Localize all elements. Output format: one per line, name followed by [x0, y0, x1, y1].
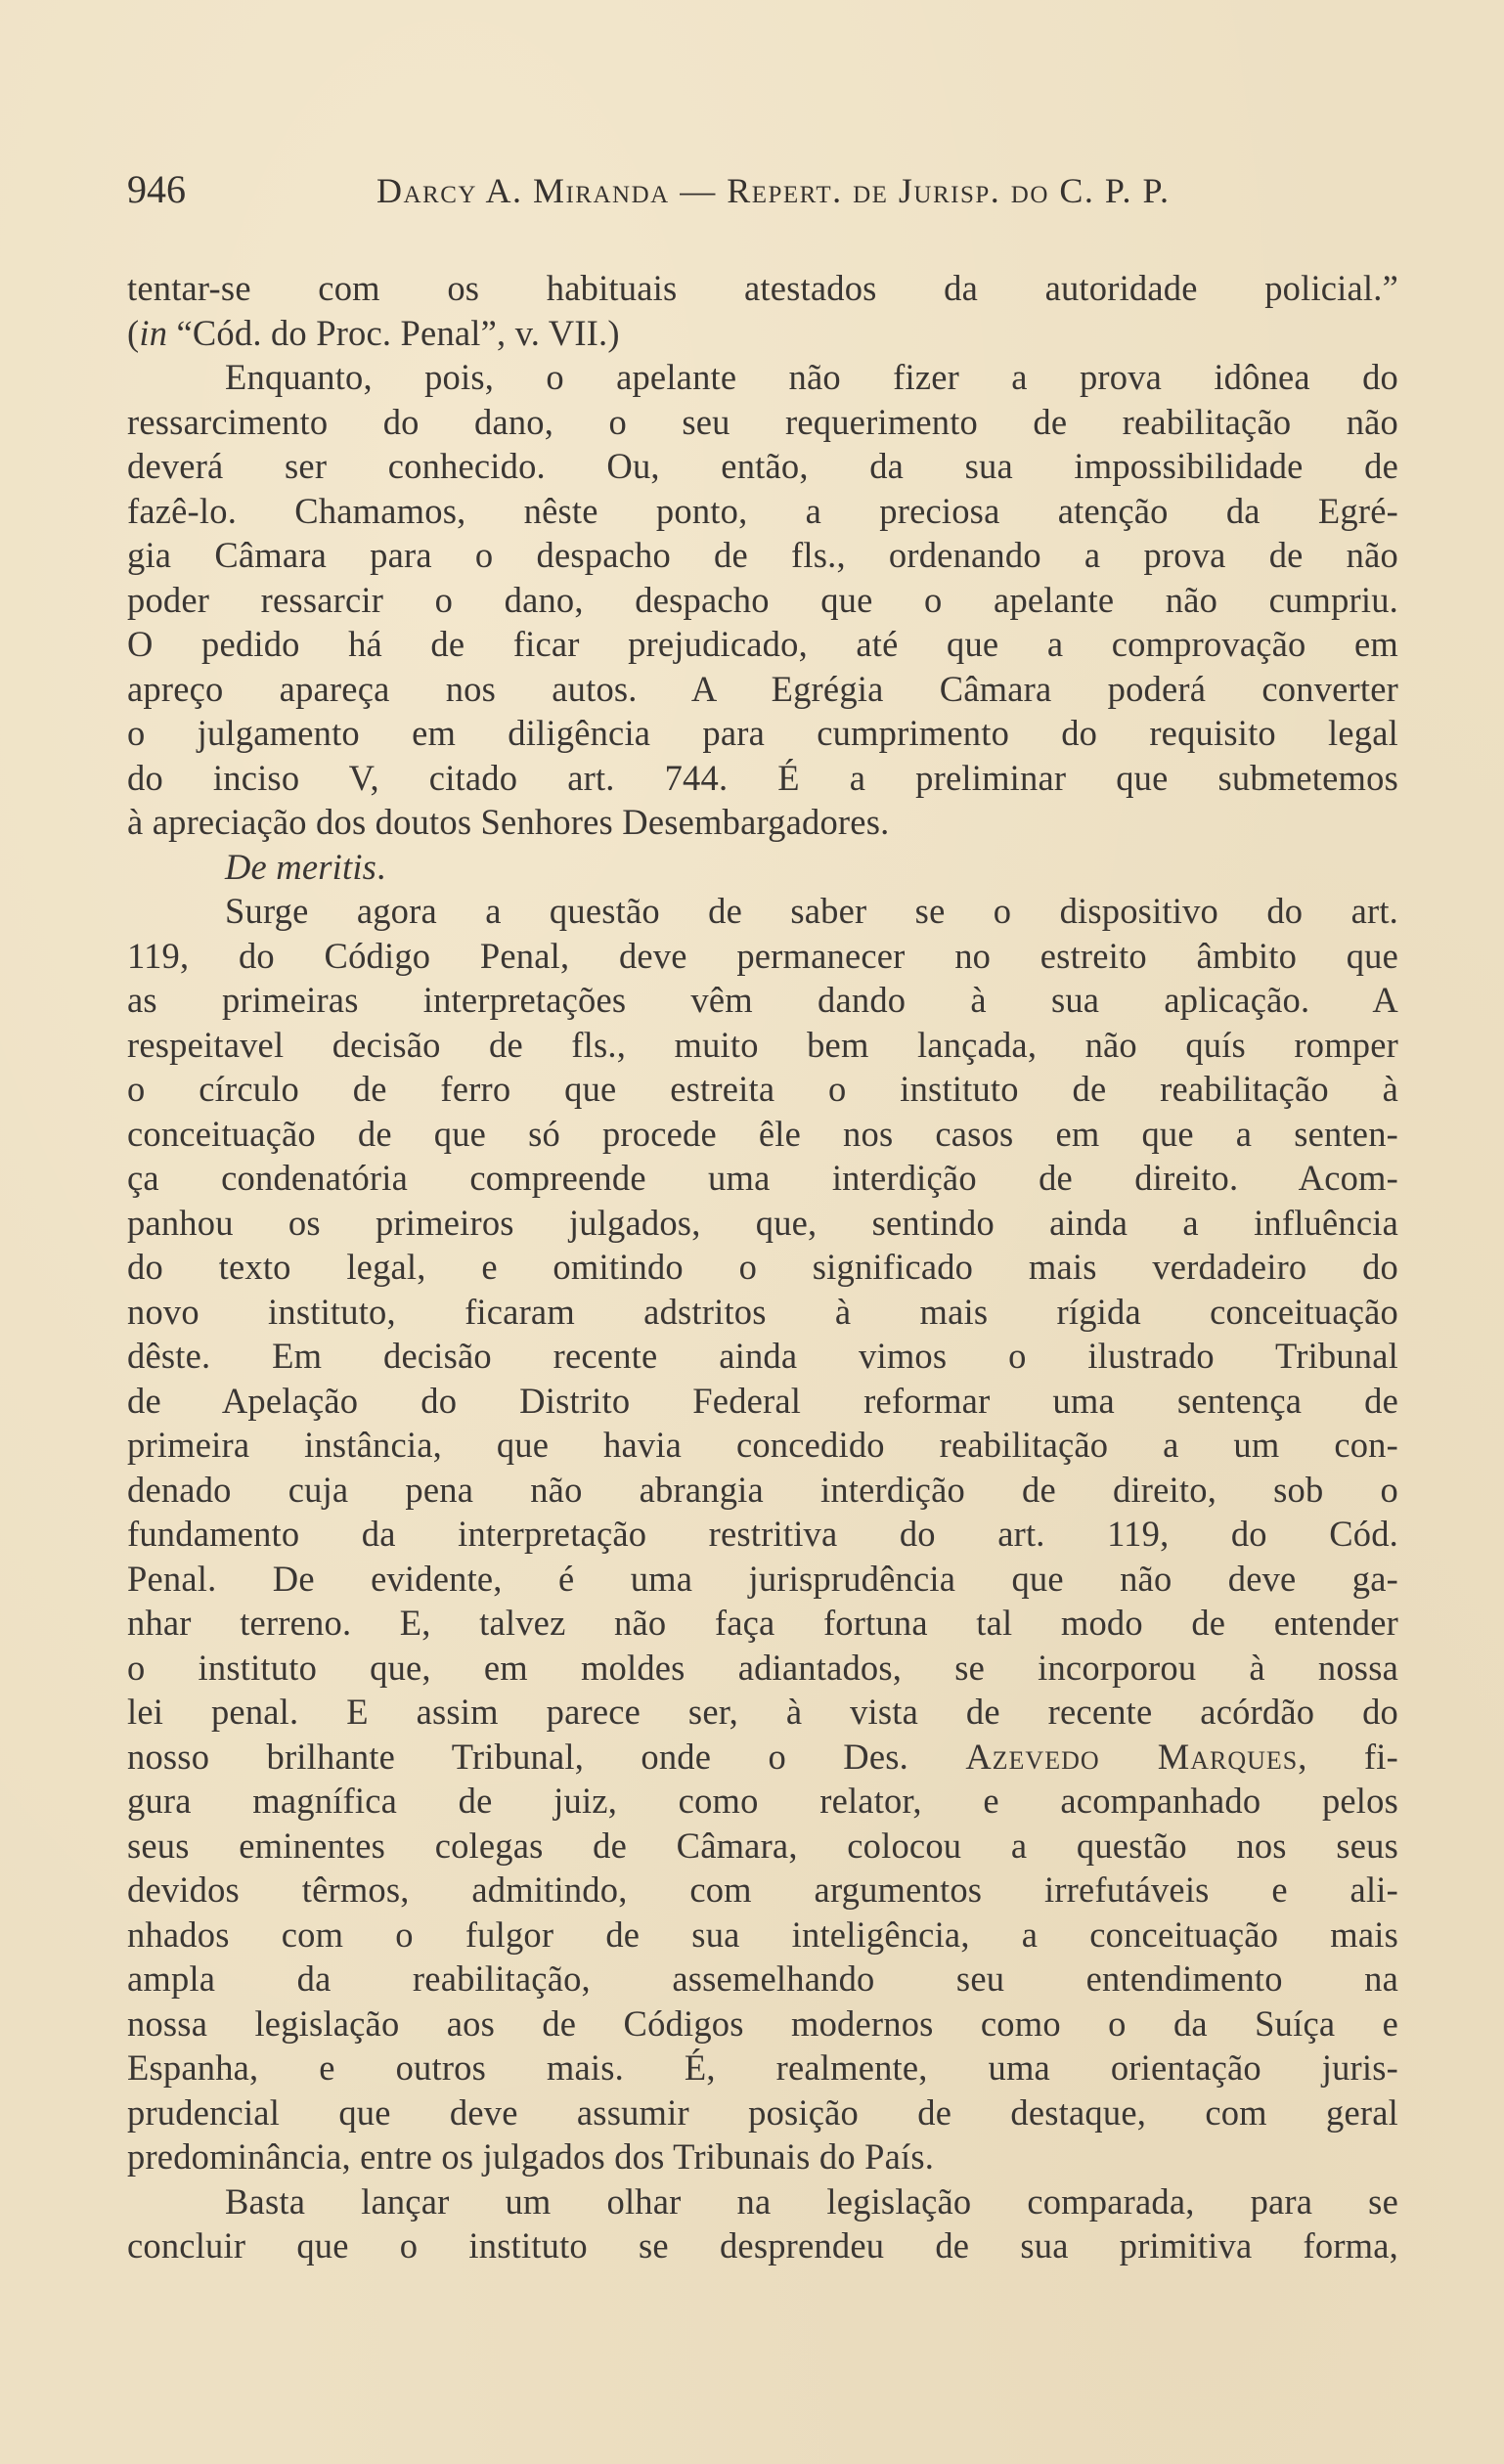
text-line [127, 1290, 1398, 1335]
text-line [127, 1201, 1398, 1246]
text-line [127, 2090, 1398, 2135]
text-line [127, 1245, 1398, 1290]
text-line-content: , fi- [1298, 1736, 1398, 1777]
text-line [127, 1868, 1398, 1913]
text-line-content: . [376, 846, 386, 887]
text-line-prefix: ( [127, 312, 140, 353]
text-line-content: conceituação de que só procede êle nos casos em que a senten- [127, 1113, 1398, 1154]
text-line [127, 444, 1398, 489]
text-line-content: Espanha, e outros mais. É, realmente, uma orientação juris- [127, 2047, 1398, 2088]
text-line [127, 2046, 1398, 2090]
text-line-content: o instituto que, em moldes adiantados, se incorporou à nossa [127, 1647, 1398, 1688]
body-text [127, 266, 1398, 2268]
text-line-content: apreço apareça nos autos. A Egrégia Câmara poderá converter [127, 668, 1398, 709]
text-line-content: nhar terreno. E, talvez não faça fortuna tal modo de entender [127, 1603, 1398, 1643]
text-line-content: Surge agora a questão de saber se o dispositivo do art. [225, 891, 1398, 931]
text-line [127, 2134, 1398, 2179]
italic-term: in [139, 312, 168, 353]
text-line [127, 1824, 1398, 1869]
text-line-content: gura magnífica de juiz, como relator, e acompanhado pelos [127, 1781, 1398, 1821]
text-line-content: o julgamento em diligência para cumprimento do requisito legal [127, 713, 1398, 753]
small-caps-name: Azevedo Marques [965, 1736, 1299, 1777]
text-line [127, 400, 1398, 445]
text-line [127, 1023, 1398, 1068]
text-line-content: O pedido há de ficar prejudicado, até que a comprovação em [127, 624, 1398, 664]
text-line [127, 667, 1398, 712]
text-line [127, 1112, 1398, 1157]
text-line [127, 1468, 1398, 1513]
text-line-content: seus eminentes colegas de Câmara, colocou a questão nos seus [127, 1825, 1398, 1866]
text-line [127, 2002, 1398, 2046]
text-line [127, 622, 1398, 667]
text-line-content: poder ressarcir o dano, despacho que o apelante não cumpriu. [127, 579, 1398, 620]
text-line [127, 1067, 1398, 1112]
text-line [127, 311, 1398, 356]
text-line [127, 1957, 1398, 2002]
text-line [127, 1601, 1398, 1646]
text-line-content: denado cuja pena não abrangia interdição de direito, sob o [127, 1469, 1398, 1510]
text-line [127, 1334, 1398, 1379]
text-line-content: 119, do Código Penal, deve permanecer no estreito âmbito que [127, 935, 1398, 976]
text-line-content: Penal. De evidente, é uma jurisprudência que não deve ga- [127, 1558, 1398, 1599]
text-line-content: à apreciação dos doutos Senhores Desembargadores. [127, 802, 890, 842]
text-line [127, 1156, 1398, 1201]
text-line [127, 489, 1398, 534]
text-line-content: respeitavel decisão de fls., muito bem lançada, não quís romper [127, 1024, 1398, 1065]
text-line-content: o círculo de ferro que estreita o instituto de reabilitação à [127, 1069, 1398, 1109]
text-line-content: as primeiras interpretações vêm dando à sua aplicação. A [127, 980, 1398, 1020]
text-line-content: lei penal. E assim parece ser, à vista de recente acórdão do [127, 1692, 1398, 1732]
text-line-content: nossa legislação aos de Códigos modernos como o da Suíça e [127, 2002, 1398, 2044]
text-line [127, 355, 1398, 400]
text-line-content: de Apelação do Distrito Federal reformar uma sentença de [127, 1380, 1398, 1421]
text-line-content: panhou os primeiros julgados, que, sentindo ainda a influência [127, 1202, 1398, 1243]
text-line [127, 2223, 1398, 2268]
text-line [127, 711, 1398, 756]
text-line-content: concluir que o instituto se desprendeu de sua primitiva forma, [127, 2225, 1398, 2266]
text-line [127, 1779, 1398, 1824]
text-line-content: Enquanto, pois, o apelante não fizer a prova idônea do [225, 357, 1398, 397]
text-line-content: primeira instância, que havia concedido reabilitação a um con- [127, 1425, 1398, 1465]
text-line-content: nhados com o fulgor de sua inteligência, a conceituação mais [127, 1914, 1398, 1955]
text-line-content: novo instituto, ficaram adstritos à mais rígida conceituação [127, 1291, 1398, 1332]
text-line [127, 533, 1398, 578]
text-line [127, 1913, 1398, 1958]
text-line [127, 2179, 1398, 2224]
text-line-content: predominância, entre os julgados dos Tribunais do País. [127, 2136, 935, 2177]
text-line [127, 1557, 1398, 1602]
italic-term: De meritis [225, 846, 377, 887]
text-line [127, 266, 1398, 311]
text-line [127, 756, 1398, 801]
text-line [127, 578, 1398, 623]
text-line-content: gia Câmara para o despacho de fls., ordenando a prova de não [127, 535, 1398, 575]
page-number: 946 [127, 167, 186, 211]
text-line-content: fazê-lo. Chamamos, nêste ponto, a preciosa atenção da Egré- [127, 490, 1398, 531]
text-line-content: fundamento da interpretação restritiva do art. 119, do Cód. [127, 1514, 1398, 1554]
text-line-content: devidos têrmos, admitindo, com argumentos irrefutáveis e ali- [127, 1870, 1398, 1910]
text-line-content: tentar-se com os habituais atestados da autoridade policial.” [127, 268, 1398, 308]
text-line-content: Basta lançar um olhar na legislação comparada, para se [225, 2180, 1398, 2222]
text-line [127, 1646, 1398, 1691]
text-line-content: dêste. Em decisão recente ainda vimos o ilustrado Tribunal [127, 1336, 1398, 1376]
text-line-content: do texto legal, e omitindo o significado mais verdadeiro do [127, 1247, 1398, 1287]
text-line-content: ça condenatória compreende uma interdição de direito. Acom- [127, 1158, 1398, 1198]
text-line [127, 934, 1398, 979]
text-line [127, 845, 1398, 890]
text-line-content: ressarcimento do dano, o seu requerimento de reabilitação não [127, 401, 1398, 442]
text-line [127, 889, 1398, 934]
text-line-prefix: nosso brilhante Tribunal, onde o Des. [127, 1736, 966, 1777]
text-line [127, 1423, 1398, 1468]
text-line-content: ampla da reabilitação, assemelhando seu entendimento na [127, 1958, 1398, 1999]
text-line [127, 1512, 1398, 1557]
text-line [127, 800, 1398, 845]
text-line-content: “Cód. do Proc. Penal”, v. VII.) [167, 312, 620, 353]
text-line [127, 1690, 1398, 1735]
running-head [127, 166, 1398, 225]
text-line [127, 978, 1398, 1023]
text-line [127, 1735, 1398, 1780]
running-title: Darcy A. Miranda — Repert. de Jurisp. do C. P. P. [376, 171, 1171, 210]
text-line-content: prudencial que deve assumir posição de destaque, com geral [127, 2091, 1398, 2133]
text-line-content: do inciso V, citado art. 744. É a preliminar que submetemos [127, 757, 1398, 798]
text-line [127, 1379, 1398, 1424]
text-line-content: deverá ser conhecido. Ou, então, da sua impossibilidade de [127, 446, 1398, 486]
